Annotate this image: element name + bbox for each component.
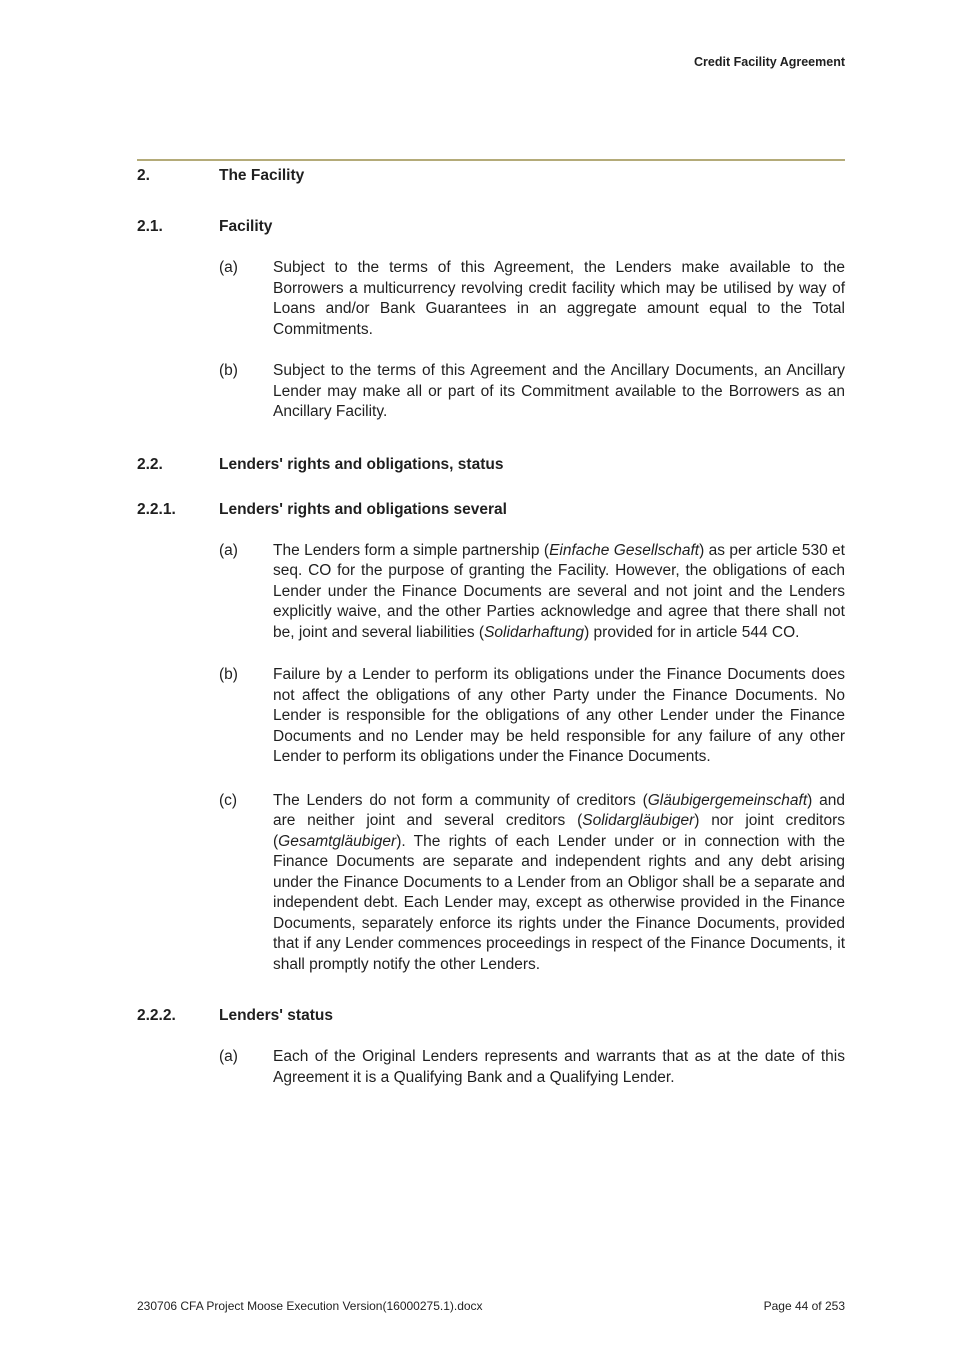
paragraph-text: Each of the Original Lenders represents and warrants that as at the date of this Agreement it is a Qualifying Bank and a Qualifying Lender. xyxy=(273,1048,845,1086)
section-title: Facility xyxy=(219,218,273,235)
footer-page-number: Page 44 of 253 xyxy=(763,1299,845,1313)
paragraph-text xyxy=(273,791,845,976)
section-2-heading xyxy=(137,166,845,186)
italic-term: Einfache Gesellschaft xyxy=(549,541,700,559)
paragraph-text: Failure by a Lender to perform its obligations under the Finance Documents does not affect the obligations of any other Party under the Finance Documents. No Lender is responsible for the obligations of any other Lender under the Finance Documents and no Lender may be held responsible for any failure of any other Lender to perform its obligations under the Finance Documents. xyxy=(273,666,845,765)
italic-term: Solidarhaftung xyxy=(484,623,585,641)
paragraph-2-1-a xyxy=(137,258,845,340)
paragraph-label: (c) xyxy=(219,791,238,809)
paragraph-label: (a) xyxy=(219,541,238,559)
text-segment: ). The rights of each Lender under or in connection with the Finance Documents are separate and independent rights and any debt arising under the Finance Documents to a Lender from an Obligor shall be a separate and independent debt. Each Lender may, except as otherwise provided in the Finance Documents, separately enforce its rights under the Finance Documents, provided that if any Lender commences proceedings in respect of the Finance Documents, it shall promptly notify the other Lenders. xyxy=(273,832,845,973)
paragraph-label: (a) xyxy=(219,1048,238,1065)
document-title: Credit Facility Agreement xyxy=(694,55,845,69)
paragraph-2-2-1-a xyxy=(137,541,845,644)
paragraph-label: (b) xyxy=(219,362,238,379)
paragraph-2-2-1-c xyxy=(137,791,845,976)
text-segment: The Lenders form a simple partnership ( xyxy=(273,541,550,559)
paragraph-2-2-2-a xyxy=(137,1047,845,1088)
paragraph-text: Subject to the terms of this Agreement and the Ancillary Documents, an Ancillary Lender may make all or part of its Commitment available to the Borrowers as an Ancillary Facility. xyxy=(273,362,845,420)
text-segment: ) provided for in article 544 CO. xyxy=(584,623,800,641)
page-header xyxy=(137,55,845,70)
italic-term: Solidargläubiger xyxy=(582,812,695,829)
section-title: Lenders' rights and obligations several xyxy=(219,500,507,518)
section-title: Lenders' status xyxy=(219,1007,333,1024)
section-number: 2.2.1. xyxy=(137,500,176,518)
text-segment: ) as per article 530 et seq. CO for the purpose of granting the Facility. However, the obligations of each Lender under the Finance Documents are several and not joint and the Lenders explicitly waive, and the other Parties acknowledge and agree that there shall not be, joint and several liabilities ( xyxy=(273,541,845,641)
paragraph-text: Subject to the terms of this Agreement, the Lenders make available to the Borrowers a multicurrency revolving credit facility which may be utilised by way of Loans and/or Bank Guarantees in an aggregate amount equal to the Total Commitments. xyxy=(273,259,845,338)
text-segment: ) nor joint creditors ( xyxy=(273,812,845,850)
italic-term: Gläubigergemeinschaft xyxy=(647,791,808,809)
section-number: 2.1. xyxy=(137,218,163,235)
text-segment: The Lenders do not form a community of creditors ( xyxy=(273,791,648,809)
paragraph-2-2-1-b xyxy=(137,665,845,768)
section-number: 2. xyxy=(137,167,150,184)
section-title: Lenders' rights and obligations, status xyxy=(219,455,504,473)
section-2-2-2-heading xyxy=(137,1006,845,1026)
paragraph-label: (a) xyxy=(219,259,238,276)
paragraph-text xyxy=(273,541,845,644)
section-2-2-1-heading xyxy=(137,500,845,520)
paragraph-2-1-b xyxy=(137,361,845,423)
document-content xyxy=(137,159,845,1088)
section-divider-line xyxy=(137,159,845,161)
section-number: 2.2.2. xyxy=(137,1007,176,1024)
section-2-2-heading xyxy=(137,455,845,475)
italic-term: Gesamtgläubiger xyxy=(278,832,397,850)
section-title: The Facility xyxy=(219,167,305,184)
text-segment: ) and are neither joint and several creditors ( xyxy=(273,791,845,829)
footer-filename: 230706 CFA Project Moose Execution Version(16000275.1).docx xyxy=(137,1299,483,1313)
section-number: 2.2. xyxy=(137,455,163,473)
paragraph-label: (b) xyxy=(219,666,238,683)
page-footer xyxy=(137,1299,845,1314)
section-2-1-heading xyxy=(137,217,845,237)
